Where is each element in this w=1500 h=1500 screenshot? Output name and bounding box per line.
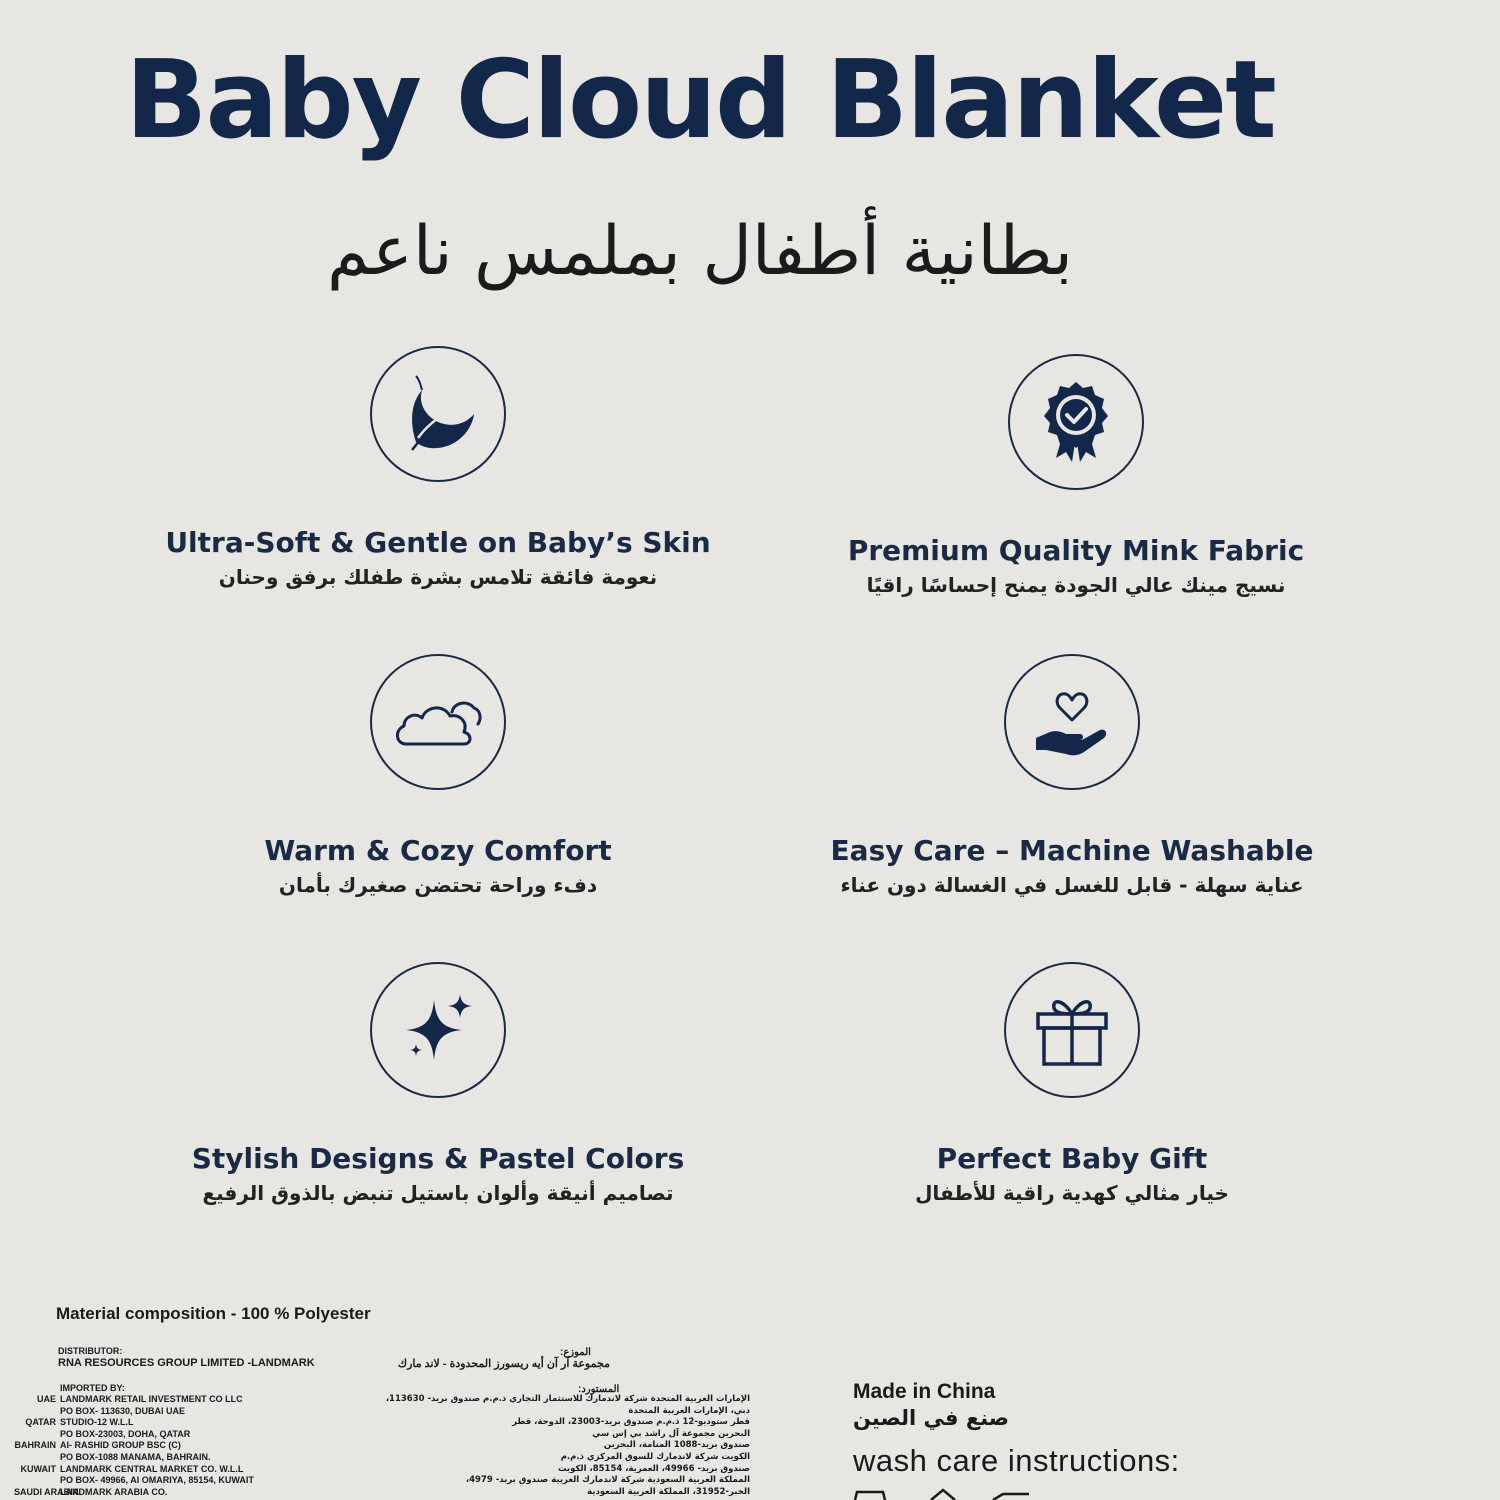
sparkle-icon (370, 962, 506, 1098)
feature-title-arabic: عناية سهلة - قابل للغسل في الغسالة دون عناء (840, 873, 1304, 897)
feature-title-arabic: تصاميم أنيقة وألوان باستيل تنبض بالذوق الرفيع (202, 1181, 674, 1205)
distributor-label-arabic: الموزع: (560, 1347, 591, 1358)
importer-row: BAHRAIN AI- RASHID GROUP BSC (C) (14, 1440, 181, 1451)
feature-stylish-designs (118, 962, 758, 1205)
gift-icon (1004, 962, 1140, 1098)
feature-title: Warm & Cozy Comfort (264, 834, 612, 867)
feature-title: Perfect Baby Gift (936, 1142, 1208, 1175)
importer-row: KUWAIT LANDMARK CENTRAL MARKET CO. W.L.L (20, 1463, 244, 1474)
award-badge-icon (1008, 354, 1144, 490)
importer-row-arabic: صندوق بريد-1088 المنامة، البحرين (603, 1440, 750, 1451)
importer-row: PO BOX- 49966, AI OMARIYA, 85154, KUWAIT (60, 1475, 254, 1486)
feature-ultra-soft (118, 346, 758, 589)
wash-care-heading: wash care instructions: (853, 1443, 1180, 1478)
feature-title: Stylish Designs & Pastel Colors (191, 1142, 685, 1175)
made-in-label: Made in China (853, 1380, 996, 1403)
importer-row: PO BOX- 113630, DUBAI UAE (60, 1405, 186, 1416)
importer-row-arabic: قطر ستوديو-12 ذ.م.م صندوق بريد-23003، الدوحة، قطر (512, 1417, 750, 1428)
feature-warm-cozy (118, 654, 758, 897)
page-title: Baby Cloud Blanket (125, 38, 1275, 163)
importer-row: QATAR STUDIO-12 W.L.L (25, 1417, 134, 1428)
importer-row: SAUDI ARABIA LANDMARK ARABIA CO. (14, 1486, 168, 1497)
feature-title-arabic: نعومة فائقة تلامس بشرة طفلك برفق وحنان (218, 565, 658, 589)
feature-title-arabic: نسيج مينك عالي الجودة يمنح إحساسًا راقيًا (866, 573, 1286, 597)
material-composition: Material composition - 100 % Polyester (56, 1304, 371, 1323)
importer-row-arabic: صندوق بريد- 49966، العمرية، 85154، الكويت (557, 1463, 750, 1474)
feature-title: Premium Quality Mink Fabric (847, 534, 1305, 567)
feather-icon (370, 346, 506, 482)
feature-title: Ultra-Soft & Gentle on Baby’s Skin (165, 526, 711, 559)
importer-row-arabic: دبي، الإمارات العربية المتحدة (628, 1405, 750, 1416)
importer-row-arabic: الإمارات العربية المتحدة شركة لاندمارك للاستثمار التجاري ذ.م.م صندوق بريد- 113630، (385, 1394, 750, 1404)
importer-row-arabic: الكويت شركة لاندمارك للسوق المركزي ذ.م.م (560, 1451, 750, 1462)
feature-premium-quality (756, 354, 1396, 597)
feature-title-arabic: خيار مثالي كهدية راقية للأطفال (915, 1181, 1229, 1205)
feature-title: Easy Care – Machine Washable (830, 834, 1314, 867)
importer-row-arabic: الخبر-31952، المملكة العربية السعودية (587, 1486, 750, 1497)
imported-by-label-arabic: المستورد: (578, 1384, 620, 1395)
feature-baby-gift (752, 962, 1392, 1205)
imported-by-label: IMPORTED BY: (60, 1383, 125, 1393)
page-title-arabic: بطانية أطفال بملمس ناعم (327, 212, 1073, 291)
feature-title-arabic: دفء وراحة تحتضن صغيرك بأمان (278, 873, 598, 897)
importer-row-arabic: المملكة العربية السعودية شركة لاندمارك العربية صندوق بريد- 4979، (465, 1475, 750, 1486)
made-in-label-arabic: صنع في الصين (853, 1406, 1010, 1430)
distributor-name-arabic: مجموعة آر آن أيه ريسورز المحدودة - لاند مارك (398, 1358, 610, 1370)
heart-hand-icon (1004, 654, 1140, 790)
importer-row: PO BOX-1088 MANAMA, BAHRAIN. (60, 1451, 211, 1462)
importer-row-arabic: البحرين مجموعة آل راشد بي إس سي (592, 1428, 750, 1439)
cloud-icon (370, 654, 506, 790)
wash-care-symbols-icon (853, 1488, 1053, 1500)
importer-list (14, 1394, 254, 1498)
distributor-label: DISTRIBUTOR: (58, 1346, 123, 1356)
importer-row: PO BOX-23003, DOHA, QATAR (60, 1428, 191, 1439)
feature-easy-care (752, 654, 1392, 897)
importer-list-arabic (380, 1394, 750, 1498)
distributor-name: RNA RESOURCES GROUP LIMITED -LANDMARK (58, 1357, 315, 1369)
importer-row: UAE LANDMARK RETAIL INVESTMENT CO LLC (36, 1394, 243, 1404)
